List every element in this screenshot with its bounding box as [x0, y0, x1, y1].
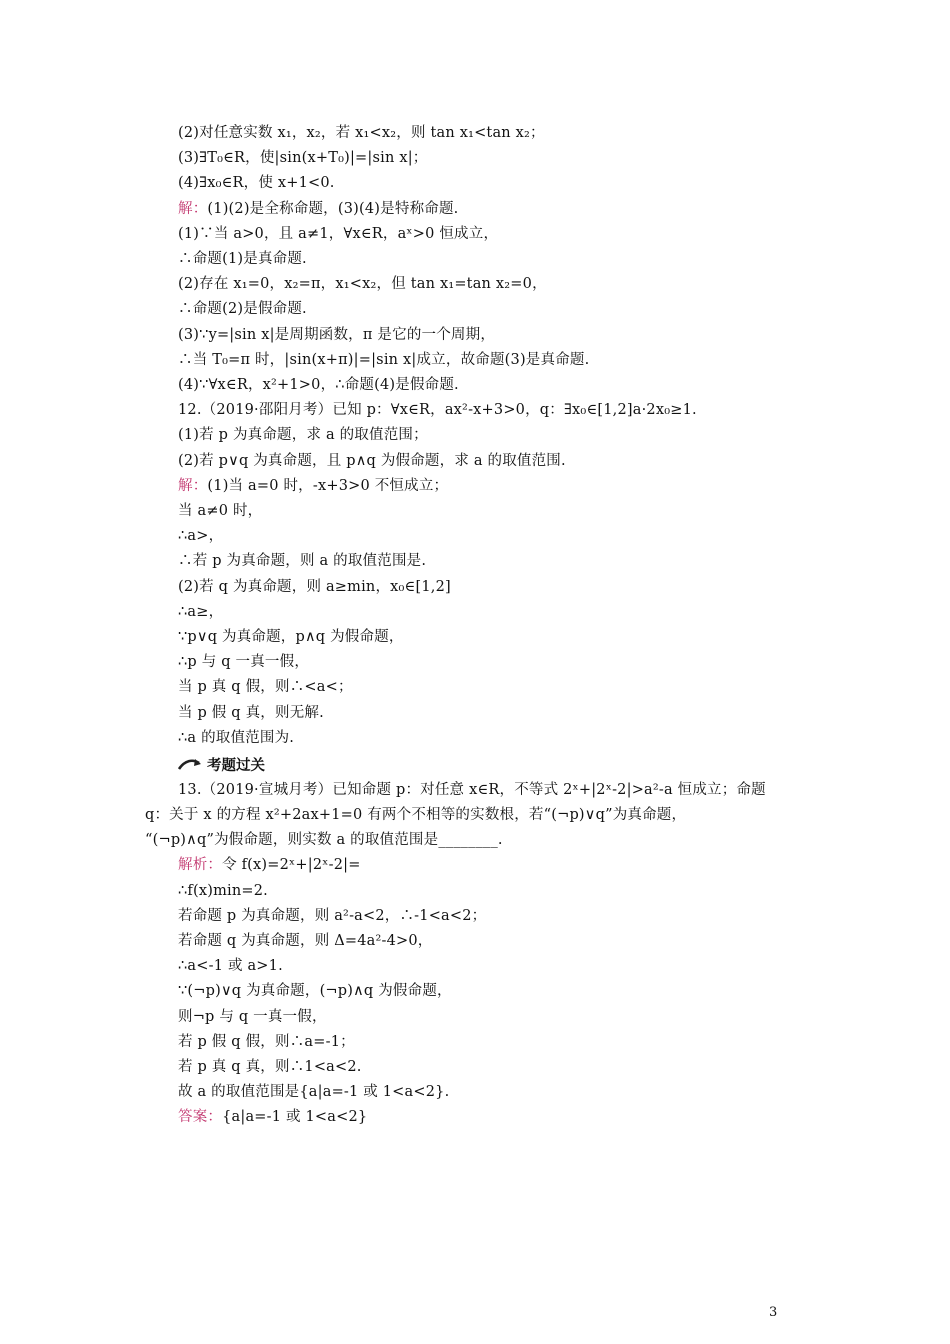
- answer-label: 答案：: [178, 1109, 223, 1126]
- answer-label: 解：: [178, 477, 208, 494]
- line-text: 当 a≠0 时，: [178, 503, 263, 519]
- line-text: ∴a≥，: [178, 603, 224, 620]
- line-text: ∴若 p 为真命题，则 a 的取值范围是.: [178, 553, 427, 570]
- text-line: [178, 350, 589, 370]
- text-line: [178, 148, 427, 168]
- text-line: [178, 652, 309, 672]
- line-text: ∴命题(1)是真命题.: [178, 251, 307, 267]
- line-text: (1)若 p 为真命题，求 a 的取值范围；: [178, 427, 428, 444]
- line-text: 若命题 p 为真命题，则 a²-a<2，∴-1<a<2；: [178, 907, 487, 924]
- text-line: [178, 703, 324, 723]
- line-text: 当 p 假 q 真，则无解.: [178, 704, 324, 721]
- text-line: [178, 224, 498, 244]
- text-line: [178, 1082, 449, 1102]
- line-text: (4)∃x₀∈R，使 x+1<0.: [178, 175, 335, 192]
- answer-label: 解析：: [178, 857, 223, 874]
- line-text: (4)∵∀x∈R，x²+1>0，∴命题(4)是假命题.: [178, 377, 459, 393]
- line-text: (1)∵当 a>0，且 a≠1，∀x∈R，aˣ>0 恒成立，: [178, 225, 499, 242]
- text-line: [178, 526, 223, 546]
- text-line: [178, 476, 448, 496]
- line-text: ∴命题(2)是假命题.: [178, 301, 307, 318]
- pen-arrow-icon: [177, 757, 203, 773]
- text-line: [145, 805, 686, 825]
- line-text: 令 f(x)=2ˣ+|2ˣ-2|=: [222, 857, 361, 874]
- line-text: (1)(2)是全称命题，(3)(4)是特称命题.: [207, 200, 459, 217]
- text-line: [178, 728, 294, 748]
- line-text: {a|a=-1 或 1<a<2}: [222, 1109, 368, 1126]
- problem-13-first-line: 13.（2019·宣城月考）已知命题 p：对任意 x∈R，不等式 2ˣ+|2ˣ-2|>a²-a 恒成立；命题: [178, 782, 766, 798]
- line-text: 若 p 假 q 假，则∴a=-1；: [178, 1033, 355, 1050]
- line-text: q：关于 x 的方程 x²+2ax+1=0 有两个不相等的实数根，若“(¬p)∨q”为真命题，: [145, 807, 687, 823]
- section-heading: [177, 754, 265, 775]
- line-text: (1)当 a=0 时，-x+3>0 不恒成立；: [207, 477, 449, 494]
- line-text: (3)∵y=|sin x|是周期函数，π 是它的一个周期，: [178, 326, 496, 343]
- line-text: (3)∃T₀∈R，使|sin(x+T₀)|=|sin x|；: [178, 150, 428, 167]
- text-line: [178, 425, 428, 445]
- line-text: ∴a<-1 或 a>1.: [178, 958, 283, 975]
- text-line: [178, 981, 452, 1001]
- text-line: [178, 1057, 362, 1077]
- text-line: [178, 881, 268, 901]
- line-text: ∵p∨q 为真命题，p∧q 为假命题，: [178, 629, 404, 645]
- text-line: [178, 451, 566, 471]
- line-text: ∴当 T₀=π 时，|sin(x+π)|=|sin x|成立，故命题(3)是真命题.: [178, 351, 590, 368]
- text-line: [178, 325, 495, 345]
- text-line: [178, 931, 433, 951]
- text-line: [178, 1007, 327, 1027]
- line-text: ∴f(x)min=2.: [178, 882, 268, 899]
- line-text: 12.（2019·邵阳月考）已知 p：∀x∈R，ax²-x+3>0，q：∃x₀∈[1,2]a·2x₀≥1.: [178, 402, 697, 419]
- line-text: (2)存在 x₁=0，x₂=π，x₁<x₂，但 tan x₁=tan x₂=0，: [178, 276, 547, 293]
- text-line: [178, 627, 404, 647]
- line-text: ∴a>，: [178, 528, 224, 545]
- text-line: [178, 855, 361, 875]
- line-text: “(¬p)∧q”为假命题，则实数 a 的取值范围是________.: [145, 832, 503, 849]
- text-line: [178, 602, 223, 622]
- text-line: [178, 375, 459, 395]
- text-line: [178, 299, 307, 319]
- text-line: [178, 501, 262, 521]
- text-line: [178, 173, 335, 193]
- line-text: 故 a 的取值范围是{a|a=-1 或 1<a<2}.: [178, 1084, 450, 1101]
- line-text: 若 p 真 q 真，则∴1<a<2.: [178, 1059, 362, 1075]
- text-line: [178, 677, 353, 697]
- text-line: [178, 249, 307, 269]
- page-number: 3: [769, 1305, 778, 1320]
- text-line: [178, 1107, 367, 1127]
- text-line: [178, 577, 451, 597]
- answer-label: 解：: [178, 200, 208, 217]
- line-text: ∴p 与 q 一真一假，: [178, 654, 310, 671]
- text-line: [178, 123, 545, 143]
- text-line: [178, 1032, 355, 1052]
- text-line: [178, 956, 283, 976]
- line-text: 则¬p 与 q 一真一假，: [178, 1008, 327, 1025]
- text-line: [145, 830, 503, 850]
- line-text: (2)对任意实数 x₁，x₂，若 x₁<x₂，则 tan x₁<tan x₂；: [178, 125, 545, 141]
- text-line: [178, 199, 458, 219]
- line-text: ∵(¬p)∨q 为真命题，(¬p)∧q 为假命题，: [178, 983, 452, 1000]
- line-text: 当 p 真 q 假，则∴<a<；: [178, 679, 353, 696]
- text-line: [178, 274, 547, 294]
- line-text: 若命题 q 为真命题，则 Δ=4a²-4>0，: [178, 933, 433, 949]
- line-text: ∴a 的取值范围为.: [178, 729, 295, 746]
- text-line: [178, 551, 426, 571]
- section-title: 考题过关: [207, 757, 265, 774]
- line-text: (2)若 q 为真命题，则 a≥min，x₀∈[1,2]: [178, 578, 451, 595]
- text-line: [178, 906, 486, 926]
- text-line: [178, 400, 697, 420]
- line-text: (2)若 p∨q 为真命题，且 p∧q 为假命题，求 a 的取值范围.: [178, 452, 566, 469]
